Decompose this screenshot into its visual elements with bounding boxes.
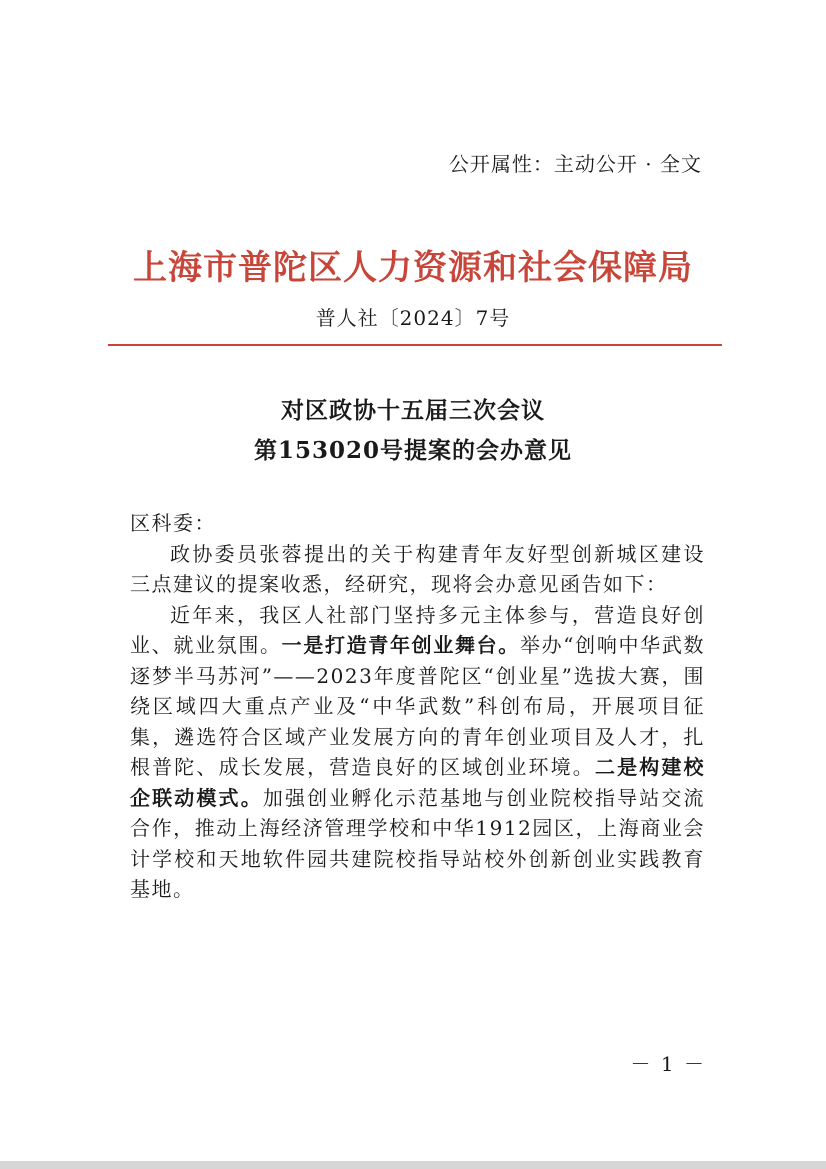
salutation: 区科委：: [130, 511, 216, 535]
disclosure-attribute: 公开属性：主动公开 · 全文: [448, 152, 702, 176]
document-number: 普人社〔2024〕7号: [315, 306, 511, 330]
scan-bottom-edge: [0, 1161, 826, 1169]
paragraph-1: 政协委员张蓉提出的关于构建青年友好型创新城区建设三点建议的提案收悉，经研究，现将会办意见函告如下：: [130, 541, 705, 596]
point-1-text: 举办“创响中华武数 逐梦半马苏河”——2023年度普陀区“创业星”选拔大赛，围绕区域四大重点产业及“中华武数”科创布局，开展项目征集，遴选符合区域产业发展方向的青年创业项目及人才，扎根普陀、成长发展，营造良好的区域创业环境。: [130, 633, 706, 779]
point-2-heading: 二是构建校企联动模式。: [130, 755, 706, 810]
agency-letterhead: 上海市普陀区人力资源和社会保障局: [133, 248, 693, 288]
document-title-line-2: 第153020号提案的会办意见: [253, 437, 573, 464]
letterhead-red-rule: [108, 344, 722, 346]
document-title-line-1: 对区政协十五届三次会议: [281, 397, 545, 424]
point-1-heading: 一是打造青年创业舞台。: [281, 633, 520, 657]
point-2-text: 加强创业孵化示范基地与创业院校指导站交流合作，推动上海经济管理学校和中华1912园区，上海商业会计学校和天地软件园共建院校指导站校外创新创业实践教育基地。: [130, 785, 706, 901]
paragraph-2: [130, 600, 705, 905]
document-body: [130, 508, 705, 905]
paragraph-2-intro: 近年来，我区人社部门坚持多元主体参与，营造良好创业、就业氛围。: [130, 602, 705, 657]
page-number: － 1 －: [630, 1052, 706, 1076]
